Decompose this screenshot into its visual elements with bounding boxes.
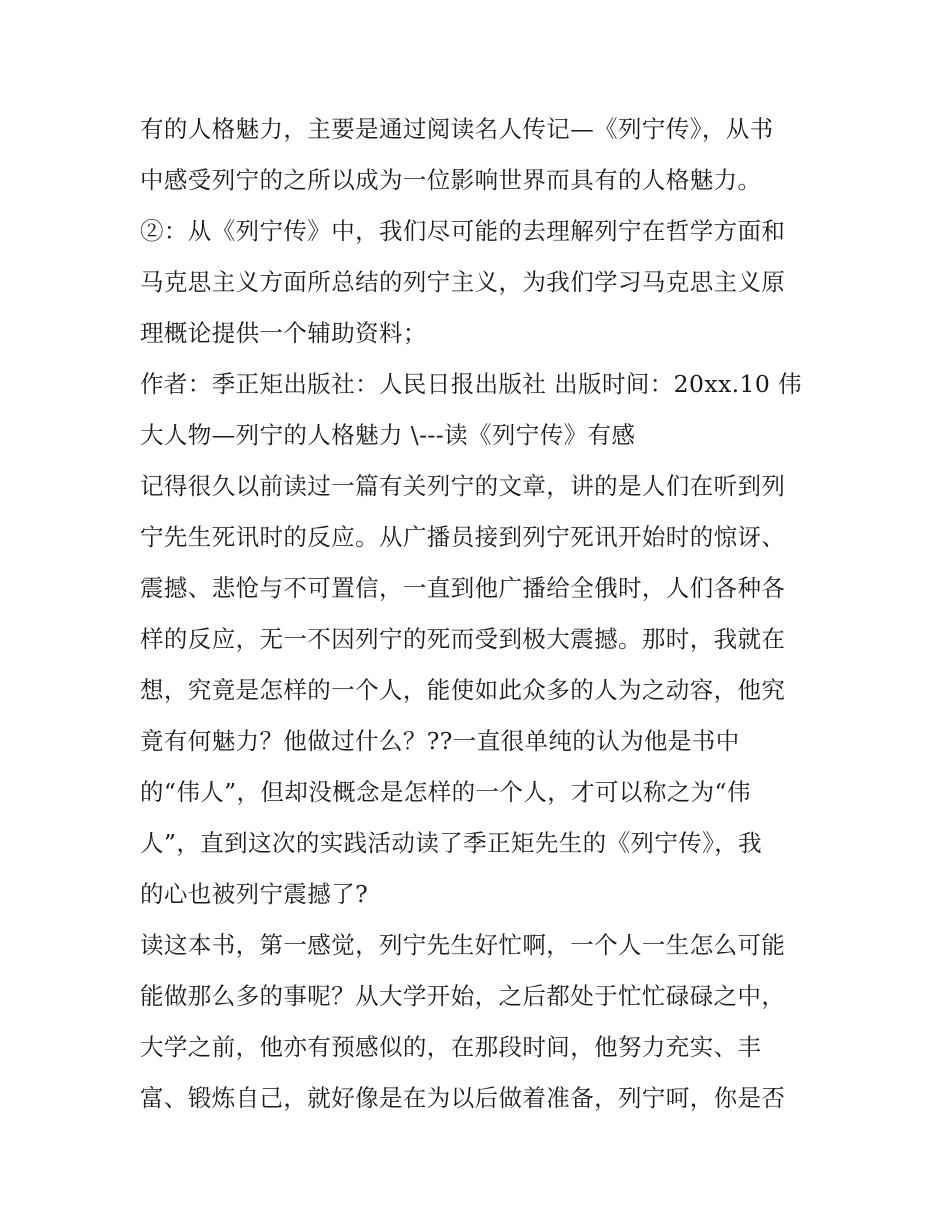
text-line: 大学之前，他亦有预感似的，在那段时间，他努力充实、丰 [140, 1033, 762, 1061]
text-line: 竟有何魅力？他做过什么？??一直很单纯的认为他是书中 [140, 727, 740, 755]
text-line: 震撼、悲怆与不可置信，一直到他广播给全俄时，人们各种各 [140, 574, 786, 602]
text-line: 想，究竟是怎样的一个人，能使如此众多的人为之动容，他究 [140, 676, 786, 704]
text-line: 宁先生死讯时的反应。从广播员接到列宁死讯开始时的惊讶、 [140, 523, 786, 551]
text-line: 大人物—列宁的人格魅力 \---读《列宁传》有感 [140, 421, 636, 449]
text-line: 人”，直到这次的实践活动读了季正矩先生的《列宁传》，我 [140, 829, 763, 857]
text-line: 富、锻炼自己，就好像是在为以后做着准备，列宁呵，你是否 [140, 1084, 786, 1112]
document-body [140, 104, 820, 1124]
text-line: 马克思主义方面所总结的列宁主义，为我们学习马克思主义原 [140, 268, 786, 296]
text-line: 的心也被列宁震撼了? [140, 880, 369, 908]
text-line: 记得很久以前读过一篇有关列宁的文章，讲的是人们在听到列 [140, 472, 786, 500]
text-line: 样的反应，无一不因列宁的死而受到极大震撼。那时，我就在 [140, 625, 786, 653]
text-line: ②：从《列宁传》中，我们尽可能的去理解列宁在哲学方面和 [140, 217, 786, 245]
text-line: 理概论提供一个辅助资料； [140, 319, 427, 347]
text-line: 中感受列宁的之所以成为一位影响世界而具有的人格魅力。 [140, 166, 762, 194]
text-line: 作者：季正矩出版社：人民日报出版社 出版时间：20xx.10 伟 [140, 370, 803, 398]
text-line: 读这本书，第一感觉，列宁先生好忙啊，一个人一生怎么可能 [140, 931, 786, 959]
text-line: 能做那么多的事呢？从大学开始，之后都处于忙忙碌碌之中， [140, 982, 786, 1010]
text-line: 的“伟人”，但却没概念是怎样的一个人，才可以称之为“伟 [140, 778, 751, 806]
text-line: 有的人格魅力，主要是通过阅读名人传记—《列宁传》，从书 [140, 115, 774, 143]
